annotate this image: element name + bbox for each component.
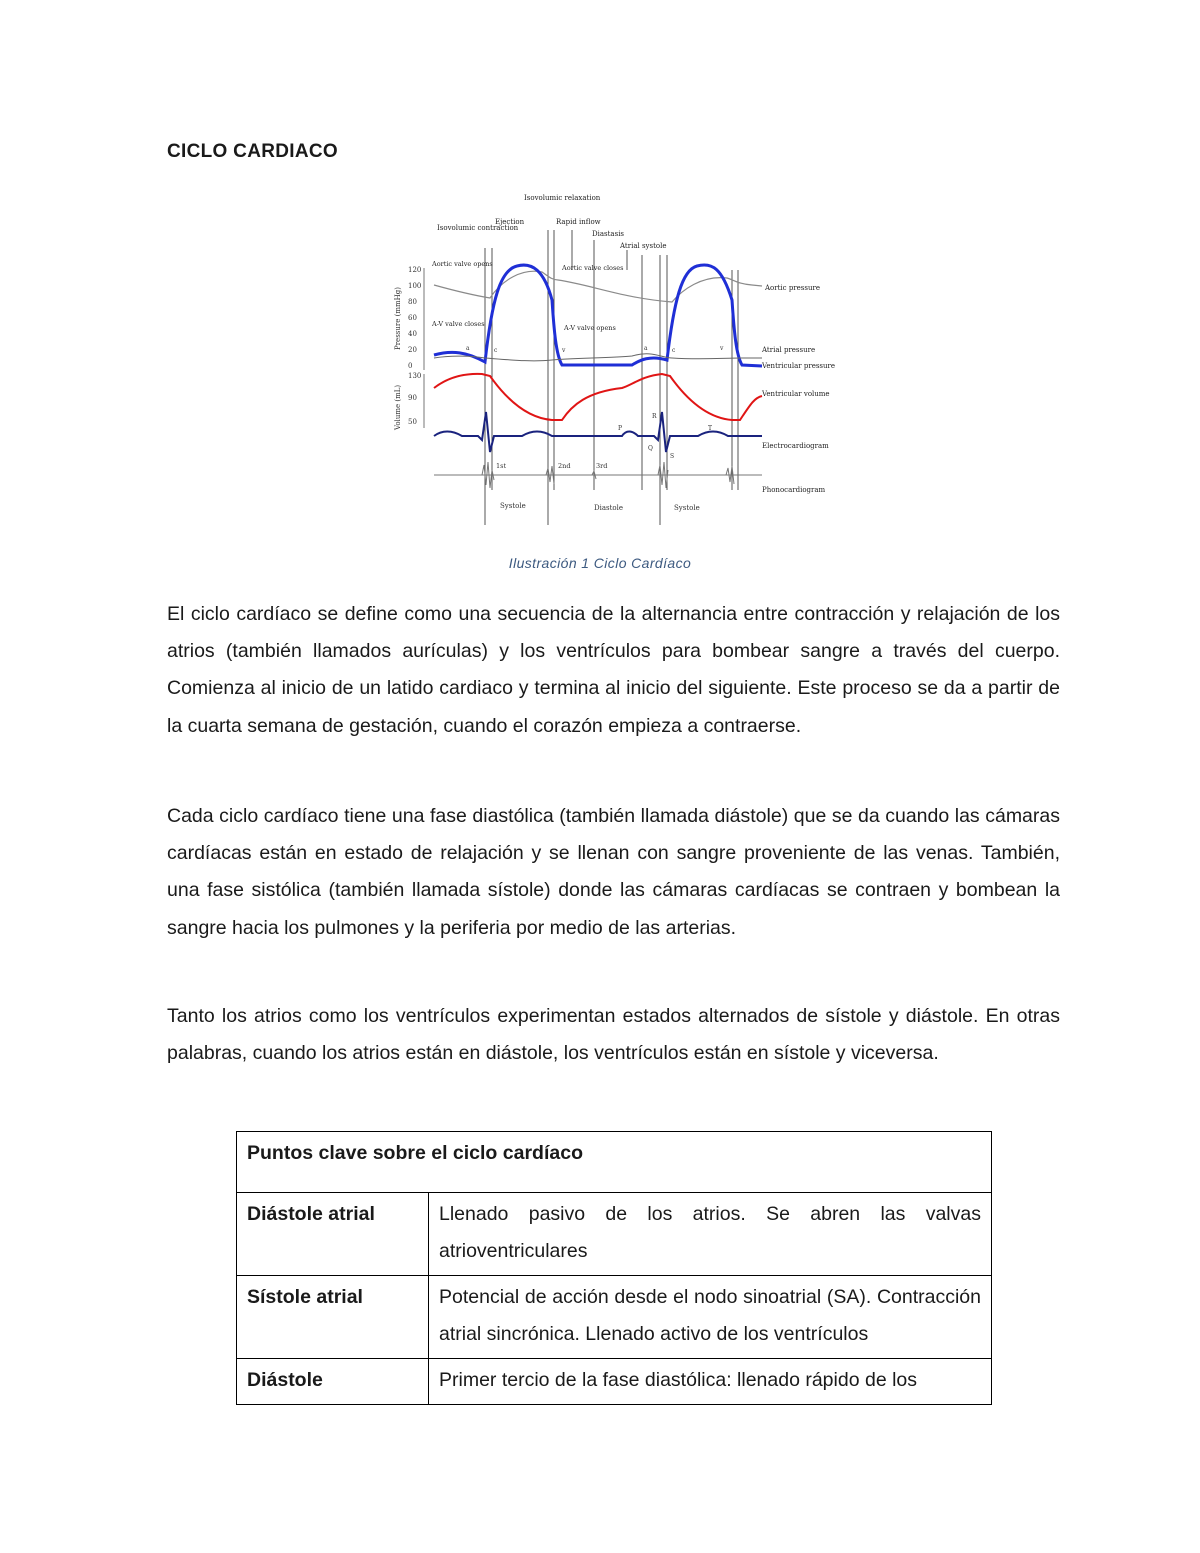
pressure-tick: 60 xyxy=(408,314,417,322)
curve-labels xyxy=(761,284,835,494)
heart-sound-2nd: 2nd xyxy=(558,462,571,470)
cycle-phase-labels xyxy=(500,502,700,512)
document-title: CICLO CARDIACO xyxy=(167,141,338,162)
figure-caption: Ilustración 1 Ciclo Cardíaco xyxy=(508,555,692,571)
volume-tick: 90 xyxy=(408,394,417,402)
phase-label-isovolumic-contraction: Isovolumic contraction xyxy=(437,224,519,232)
bottom-label-diastole: Diastole xyxy=(594,504,624,512)
bottom-label-systole: Systole xyxy=(500,502,526,510)
table-header-row xyxy=(237,1132,992,1193)
table-header: Puntos clave sobre el ciclo cardíaco xyxy=(237,1132,992,1193)
volume-axis xyxy=(394,372,424,431)
volume-axis-label: Volume (mL) xyxy=(394,384,402,430)
wave-label-c: c xyxy=(494,347,498,354)
label-electrocardiogram: Electrocardiogram xyxy=(762,442,829,450)
heart-sound-1st: 1st xyxy=(496,462,507,470)
wave-label-a: a xyxy=(466,345,470,352)
label-phonocardiogram: Phonocardiogram xyxy=(762,486,826,494)
pressure-tick: 80 xyxy=(408,298,417,306)
table-row xyxy=(237,1193,992,1276)
wave-label-p: P xyxy=(618,425,623,432)
pressure-tick: 120 xyxy=(408,266,422,274)
bottom-label-systole-2: Systole xyxy=(674,504,700,512)
pressure-tick: 40 xyxy=(408,330,417,338)
aortic-pressure-curve xyxy=(434,271,762,302)
table-row xyxy=(237,1359,992,1405)
annotation-av-valve-closes: A-V valve closes xyxy=(432,320,485,328)
wave-label-q: Q xyxy=(648,445,653,452)
cardiac-cycle-figure xyxy=(382,190,842,530)
row-label: Diástole xyxy=(237,1359,429,1405)
row-description: Llenado pasivo de los atrios. Se abren las valvas atrioventriculares xyxy=(429,1193,992,1276)
heart-sound-3rd: 3rd xyxy=(596,462,608,470)
wave-label-v: v xyxy=(720,345,724,352)
label-aortic-pressure: Aortic pressure xyxy=(765,284,820,292)
key-points-table xyxy=(236,1131,992,1405)
wave-label-r: R xyxy=(652,413,657,420)
pressure-tick: 100 xyxy=(408,282,422,290)
annotation-aortic-valve-closes: Aortic valve closes xyxy=(562,264,624,272)
ventricular-volume-curve xyxy=(434,374,762,420)
row-label: Sístole atrial xyxy=(237,1276,429,1359)
phase-label-atrial-systole: Atrial systole xyxy=(620,242,667,250)
wave-label-c: c xyxy=(672,347,676,354)
annotation-aortic-valve-opens: Aortic valve opens xyxy=(432,260,493,268)
wave-labels xyxy=(466,345,724,460)
phase-label-diastasis: Diastasis xyxy=(592,230,625,238)
valve-annotations xyxy=(431,260,623,332)
paragraph-3: Tanto los atrios como los ventrículos experimentan estados alternados de sístole y diástole. En otras palabras, cuando los atrios están en diástole, los ventrículos están en sístole y viceversa. xyxy=(167,1005,1060,1065)
pressure-axis-label: Pressure (mmHg) xyxy=(394,287,402,350)
label-atrial-pressure: Atrial pressure xyxy=(762,346,816,354)
pressure-tick: 20 xyxy=(408,346,417,354)
wave-label-a: a xyxy=(644,345,648,352)
paragraph-1: El ciclo cardíaco se define como una secuencia de la alternancia entre contracción y relajación de los atrios (también llamados aurículas) y los ventrículos para bombear sangre a través del cuerpo. Comienza al inicio de un latido cardiaco y termina al inicio del siguiente. Este proceso se da a partir de la cuarta semana de gestación, cuando el corazón empieza a contraerse. xyxy=(167,603,1060,737)
phase-label-rapid-inflow: Rapid inflow xyxy=(556,218,601,226)
phase-label-isovolumic-relaxation: Isovolumic relaxation xyxy=(524,194,601,202)
label-ventricular-pressure: Ventricular pressure xyxy=(762,362,836,370)
ventricular-pressure-curve xyxy=(434,265,762,366)
volume-tick: 50 xyxy=(408,418,417,426)
phase-label-ejection: Ejection xyxy=(495,218,525,226)
volume-tick: 130 xyxy=(408,372,422,380)
phase-divider-lines xyxy=(485,230,738,525)
wave-label-s: S xyxy=(670,453,675,460)
row-description: Potencial de acción desde el nodo sinoatrial (SA). Contracción atrial sincrónica. Llenado activo de los ventrículos xyxy=(429,1276,992,1359)
wave-label-t: T xyxy=(708,425,713,432)
row-label: Diástole atrial xyxy=(237,1193,429,1276)
wave-label-v: v xyxy=(562,347,566,354)
table-row xyxy=(237,1276,992,1359)
pressure-tick: 0 xyxy=(408,362,413,370)
ecg-curve xyxy=(434,412,762,452)
label-ventricular-volume: Ventricular volume xyxy=(762,390,830,398)
pressure-axis xyxy=(394,266,424,370)
phase-labels xyxy=(437,194,667,250)
paragraph-2: Cada ciclo cardíaco tiene una fase diastólica (también llamada diástole) que se da cuando las cámaras cardíacas están en estado de relajación y se llenan con sangre proveniente de las venas. También, una fase sistólica (también llamada sístole) donde las cámaras cardíacas se contraen y bombean la sangre hacia los pulmones y la periferia por medio de las arterias. xyxy=(167,805,1060,939)
row-description: Primer tercio de la fase diastólica: llenado rápido de los xyxy=(429,1359,992,1405)
annotation-av-valve-opens: A-V valve opens xyxy=(564,324,616,332)
wiggers-diagram xyxy=(382,190,842,530)
